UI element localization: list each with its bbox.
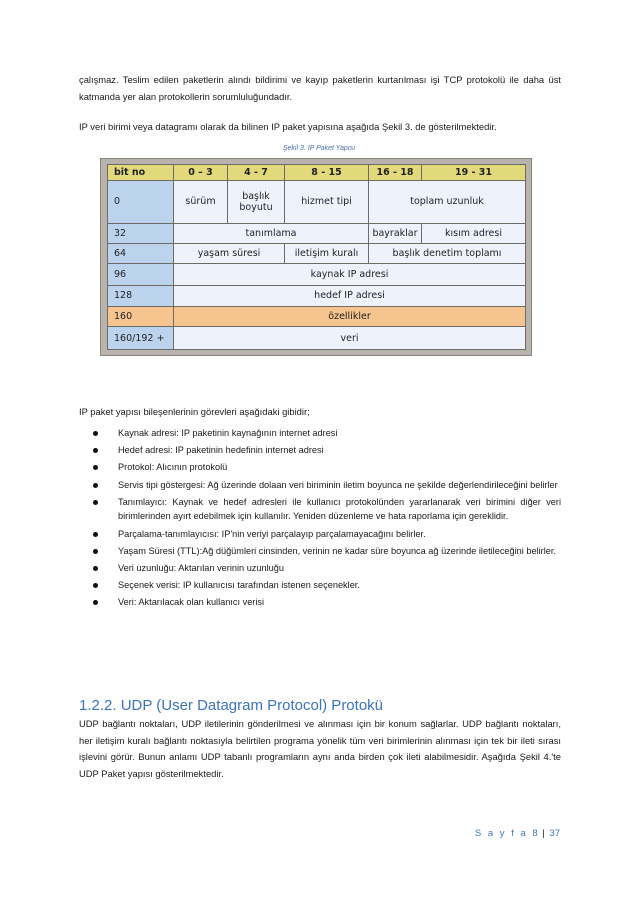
header-row bbox=[108, 165, 526, 181]
row-label: 64 bbox=[108, 243, 174, 263]
list-item: Hedef adresi: IP paketinin hedefinin internet adresi bbox=[79, 443, 561, 458]
field-ttl: yaşam süresi bbox=[174, 243, 285, 263]
list-item: Parçalama-tanımlayıcısı: IP'nin veriyi parçalayıp parçalamayacağını belirler. bbox=[79, 527, 561, 542]
row-label: 96 bbox=[108, 264, 174, 285]
field-protocol: iletişim kuralı bbox=[285, 243, 369, 263]
row-128 bbox=[108, 285, 526, 306]
field-total-length: toplam uzunluk bbox=[369, 180, 526, 223]
header-0-3: 0 – 3 bbox=[174, 165, 228, 181]
field-header-length: başlık boyutu bbox=[228, 180, 285, 223]
footer-separator: | bbox=[542, 828, 545, 839]
field-data: veri bbox=[174, 327, 526, 350]
ip-packet-table bbox=[107, 164, 526, 350]
row-label: 128 bbox=[108, 285, 174, 306]
paragraph-tcp-responsibility: çalışmaz. Teslim edilen paketlerin alındı bildirimi ve kayıp paketlerin kurtarılması işi TCP protokolü ile daha üst katmanda yer alan protokollerin sorumluluğundadır. bbox=[79, 74, 561, 102]
row-label: 32 bbox=[108, 223, 174, 243]
paragraph-ip-intro: IP veri birimi veya datagramı olarak da bilinen IP paket yapısına aşağıda Şekil 3. de gösterilmektedir. bbox=[79, 121, 497, 132]
row-32 bbox=[108, 223, 526, 243]
page-footer bbox=[475, 828, 560, 839]
row-192 bbox=[108, 327, 526, 350]
field-service-type: hizmet tipi bbox=[285, 180, 369, 223]
field-destination-ip: hedef IP adresi bbox=[174, 285, 526, 306]
list-item: Seçenek verisi: IP kullanıcısı tarafından istenen seçenekler. bbox=[79, 578, 561, 593]
list-item: Tanımlayıcı: Kaynak ve hedef adresleri ile kullanıcı protokolünden yararlanarak veri birimini diğer veri birimlerinden ayırt edebilmek için kullanılır. Yeniden düzenleme ve hata raporlama için gereklidir. bbox=[79, 495, 561, 524]
ip-packet-figure bbox=[100, 158, 532, 356]
field-options: özellikler bbox=[174, 307, 526, 327]
figure-caption: Şekil 3. IP Paket Yapısı bbox=[282, 145, 356, 152]
header-19-31: 19 - 31 bbox=[422, 165, 526, 181]
list-item: Kaynak adresi: IP paketinin kaynağının internet adresi bbox=[79, 426, 561, 441]
header-4-7: 4 - 7 bbox=[228, 165, 285, 181]
field-version: sürüm bbox=[174, 180, 228, 223]
components-list bbox=[79, 426, 561, 612]
row-label: 0 bbox=[108, 180, 174, 223]
row-160 bbox=[108, 307, 526, 327]
row-64 bbox=[108, 243, 526, 263]
footer-page-number: 8 bbox=[532, 828, 538, 839]
components-intro: IP paket yapısı bileşenlerinin görevleri aşağıdaki gibidir; bbox=[79, 406, 310, 417]
list-item: Protokol: Alıcının protokolü bbox=[79, 460, 561, 475]
field-identification: tanımlama bbox=[174, 223, 369, 243]
field-header-checksum: başlık denetim toplamı bbox=[369, 243, 526, 263]
field-flags: bayraklar bbox=[369, 223, 422, 243]
list-item: Servis tipi göstergesi: Ağ üzerinde dolaan veri biriminin iletim boyunca ne şekilde değerlendirileceğini belirler bbox=[79, 478, 561, 493]
header-8-15: 8 - 15 bbox=[285, 165, 369, 181]
row-0 bbox=[108, 180, 526, 223]
footer-label: S a y f a bbox=[474, 828, 528, 839]
section-heading-udp: 1.2.2. UDP (User Datagram Protocol) Protokü bbox=[79, 697, 384, 715]
field-source-ip: kaynak IP adresi bbox=[174, 264, 526, 285]
list-item: Veri: Aktarılacak olan kullanıcı verisi bbox=[79, 595, 561, 610]
paragraph-udp: UDP bağlantı noktaları, UDP iletilerinin gönderilmesi ve alınması için bir konum sağlarlar. UDP bağlantı noktaları, her iletişim kuralı bağlantı noktasıyla belirtilen programa yönelik tüm veri birimlerinin alınması için tek bir ileti sırası işlevini görür. Bunun anlamı UDP tabanlı programların aynı anda birden çok ileti alabilmesidir. Aşağıda Şekil 4.'te UDP Paket yapısı gösterilmektedir. bbox=[79, 718, 561, 779]
footer-total-pages: 37 bbox=[549, 828, 560, 839]
field-fragment-offset: kısım adresi bbox=[422, 223, 526, 243]
header-bit-no: bit no bbox=[108, 165, 174, 181]
header-16-18: 16 - 18 bbox=[369, 165, 422, 181]
list-item: Yaşam Süresi (TTL):Ağ düğümleri cinsinden, verinin ne kadar süre boyunca ağ üzerinde iletileceğini belirler. bbox=[79, 544, 561, 559]
row-label: 160 bbox=[108, 307, 174, 327]
row-96 bbox=[108, 264, 526, 285]
list-item: Veri uzunluğu: Aktarılan verinin uzunluğu bbox=[79, 561, 561, 576]
row-label: 160/192 + bbox=[108, 327, 174, 350]
